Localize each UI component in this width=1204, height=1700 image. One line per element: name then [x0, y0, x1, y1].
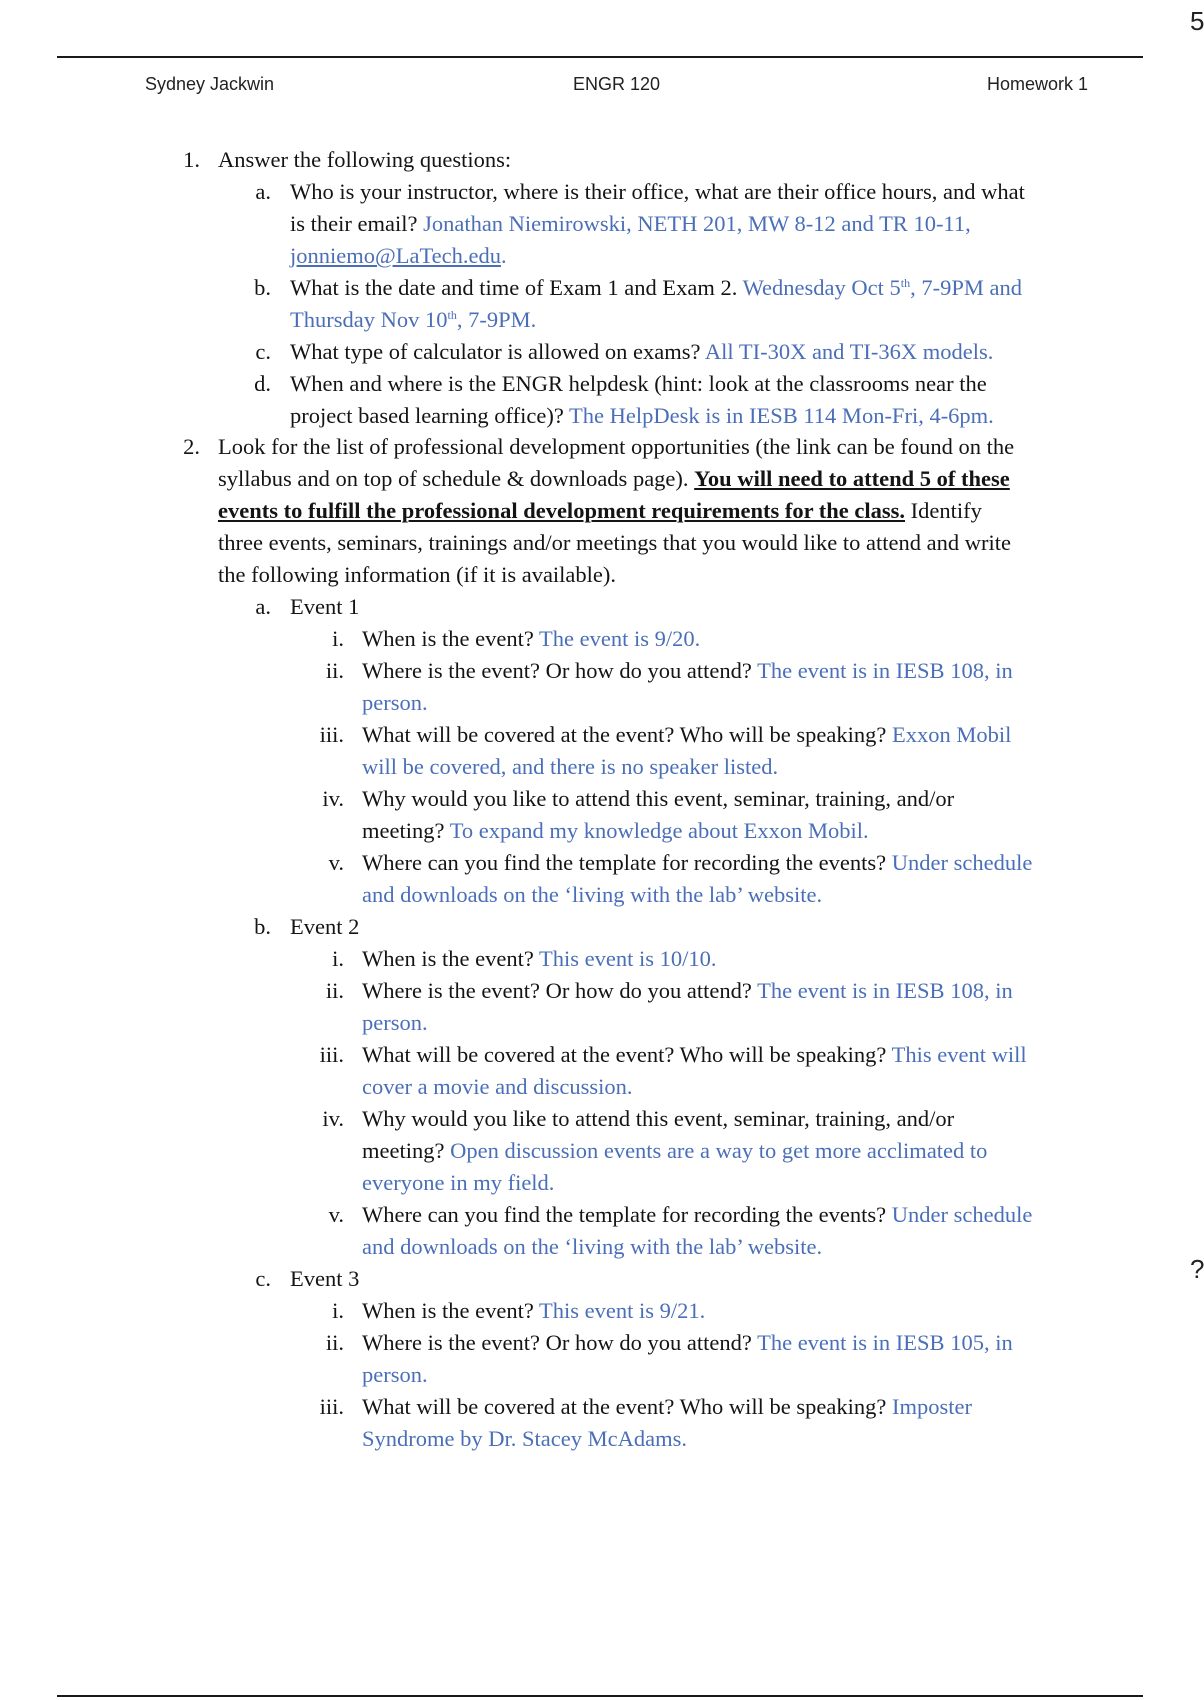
q1c-answer: All TI-30X and TI-36X models.	[704, 339, 994, 364]
event2-what: iii. What will be covered at the event? Who will be speaking? This event will	[319, 1042, 1027, 1067]
q1a-line3	[0, 240, 1200, 272]
event1-why-cont: meeting? To expand my knowledge about Exxon Mobil.	[362, 818, 869, 843]
page-header	[145, 74, 1088, 100]
event1-when: i. When is the event? The event is 9/20.	[332, 626, 701, 651]
event3-what-cont: Syndrome by Dr. Stacey McAdams.	[362, 1426, 687, 1451]
event3-where-cont: person.	[362, 1362, 428, 1387]
q1a-question-part2: is their email?	[290, 211, 418, 236]
q2-requirement-emphasis-2: events to fulfill the professional development requirements for the class.	[218, 498, 906, 523]
q2-line3	[0, 495, 1200, 527]
q1d-label: d.	[254, 371, 271, 396]
event3-when: i. When is the event? This event is 9/21.	[332, 1298, 706, 1323]
event2-where-answer: The event is in IESB 108, in	[757, 978, 1013, 1003]
q1a-period: .	[500, 243, 507, 268]
event1-template-cont: and downloads on the ‘living with the lab’ website.	[362, 882, 823, 907]
event2-why-answer: Open discussion events are a way to get more acclimated to	[450, 1138, 988, 1163]
assignment-title: Homework 1	[986, 74, 1088, 94]
cropped-edge-mark-middle: ?	[1190, 1254, 1204, 1284]
q2-text-3: Identify	[910, 498, 982, 523]
q2-line2	[0, 463, 1200, 495]
q1b-answer-part1: Wednesday Oct 5th, 7-9PM and	[742, 275, 1022, 300]
event1-why-answer: To expand my knowledge about Exxon Mobil.	[449, 818, 869, 843]
event1-why: iv. Why would you like to attend this event, seminar, training, and/or	[322, 786, 955, 811]
event2-label: b.	[254, 914, 271, 939]
event3-label: c.	[255, 1266, 271, 1291]
q2-number: 2.	[183, 434, 200, 459]
q1d-question-part2: project based learning office)?	[290, 403, 564, 428]
event1-where: ii. Where is the event? Or how do you attend? The event is in IESB 108, in	[325, 658, 1013, 683]
event3-heading	[0, 1263, 1200, 1295]
event1-where-answer: The event is in IESB 108, in	[757, 658, 1013, 683]
event2-what-answer: This event will	[891, 1042, 1027, 1067]
q1-number: 1.	[183, 147, 200, 172]
q1d-line2	[0, 400, 1200, 432]
q1b-answer-part2: Thursday Nov 10th, 7-9PM.	[290, 307, 537, 332]
q2-requirement-emphasis-1: You will need to attend 5 of these	[694, 466, 1010, 491]
q1d-answer: The HelpDesk is in IESB 114 Mon-Fri, 4-6pm.	[569, 403, 994, 428]
q2-line1	[0, 431, 1200, 463]
q1b-line1	[0, 272, 1200, 304]
event2-where-cont: person.	[362, 1010, 428, 1035]
q2-text-5: the following information (if it is available).	[218, 562, 617, 587]
event2-title: Event 2	[290, 914, 360, 939]
event3-what: iii. What will be covered at the event? Who will be speaking? Imposter	[319, 1394, 972, 1419]
q1-heading	[0, 144, 1200, 176]
q1b-question: What is the date and time of Exam 1 and Exam 2.	[290, 275, 738, 300]
event2-why-cont: meeting? Open discussion events are a way to get more acclimated to	[362, 1138, 988, 1163]
event1-where-cont: person.	[362, 690, 428, 715]
q2-line5	[0, 559, 1200, 591]
event1-what-cont: will be covered, and there is no speaker listed.	[362, 754, 779, 779]
event1-template-answer: Under schedule	[891, 850, 1033, 875]
event1-heading	[0, 591, 1200, 623]
q2-text-1: Look for the list of professional development opportunities (the link can be found on the	[218, 434, 1015, 459]
event2-why: iv. Why would you like to attend this event, seminar, training, and/or	[322, 1106, 955, 1131]
q1d-line1	[0, 368, 1200, 400]
header-top-rule	[57, 56, 1143, 58]
footer-rule	[57, 1695, 1143, 1697]
q1c-line	[0, 336, 1200, 368]
q1a-line1	[0, 176, 1200, 208]
q2-text-4: three events, seminars, trainings and/or meetings that you would like to attend and write	[218, 530, 1011, 555]
event2-where: ii. Where is the event? Or how do you attend? The event is in IESB 108, in	[325, 978, 1013, 1003]
event3-where: ii. Where is the event? Or how do you attend? The event is in IESB 105, in	[325, 1330, 1013, 1355]
event1-template: v. Where can you find the template for recording the events? Under schedule	[328, 850, 1033, 875]
event1-what-answer: Exxon Mobil	[892, 722, 1012, 747]
instructor-email-link[interactable]: jonniemo@LaTech.edu	[290, 243, 501, 268]
q1b-line2	[0, 304, 1200, 336]
cropped-edge-mark-top: 5	[1190, 6, 1204, 36]
course-code: ENGR 120	[572, 74, 661, 94]
q2-text-2: syllabus and on top of schedule & downloads page).	[218, 466, 689, 491]
q2-line4	[0, 527, 1200, 559]
q1c-question: What type of calculator is allowed on exams?	[290, 339, 701, 364]
q1a-question-part1: Who is your instructor, where is their office, what are their office hours, and what	[290, 179, 1025, 204]
event2-heading	[0, 911, 1200, 943]
q1a-answer: Jonathan Niemirowski, NETH 201, MW 8-12 and TR 10-11,	[423, 211, 971, 236]
event3-when-answer: This event is 9/21.	[539, 1298, 706, 1323]
event3-title: Event 3	[290, 1266, 360, 1291]
q1a-label: a.	[255, 179, 271, 204]
event2-when-answer: This event is 10/10.	[539, 946, 717, 971]
event3-what-answer: Imposter	[892, 1394, 972, 1419]
q1d-question-part1: When and where is the ENGR helpdesk (hint: look at the classrooms near the	[290, 371, 987, 396]
event2-why-cont2: everyone in my field.	[362, 1170, 555, 1195]
event2-template-answer: Under schedule	[891, 1202, 1033, 1227]
event2-when: i. When is the event? This event is 10/10.	[332, 946, 717, 971]
event2-template-cont: and downloads on the ‘living with the lab’ website.	[362, 1234, 823, 1259]
q1a-line2	[0, 208, 1200, 240]
event3-where-answer: The event is in IESB 105, in	[757, 1330, 1013, 1355]
event1-label: a.	[255, 594, 271, 619]
q1b-label: b.	[254, 275, 271, 300]
event2-template: v. Where can you find the template for recording the events? Under schedule	[328, 1202, 1033, 1227]
q1c-label: c.	[255, 339, 271, 364]
event1-title: Event 1	[290, 594, 360, 619]
author-name: Sydney Jackwin	[145, 74, 275, 94]
event1-when-answer: The event is 9/20.	[539, 626, 701, 651]
event1-what: iii. What will be covered at the event? Who will be speaking? Exxon Mobil	[319, 722, 1012, 747]
q1-prompt: Answer the following questions:	[218, 147, 512, 172]
event2-what-cont: cover a movie and discussion.	[362, 1074, 633, 1099]
